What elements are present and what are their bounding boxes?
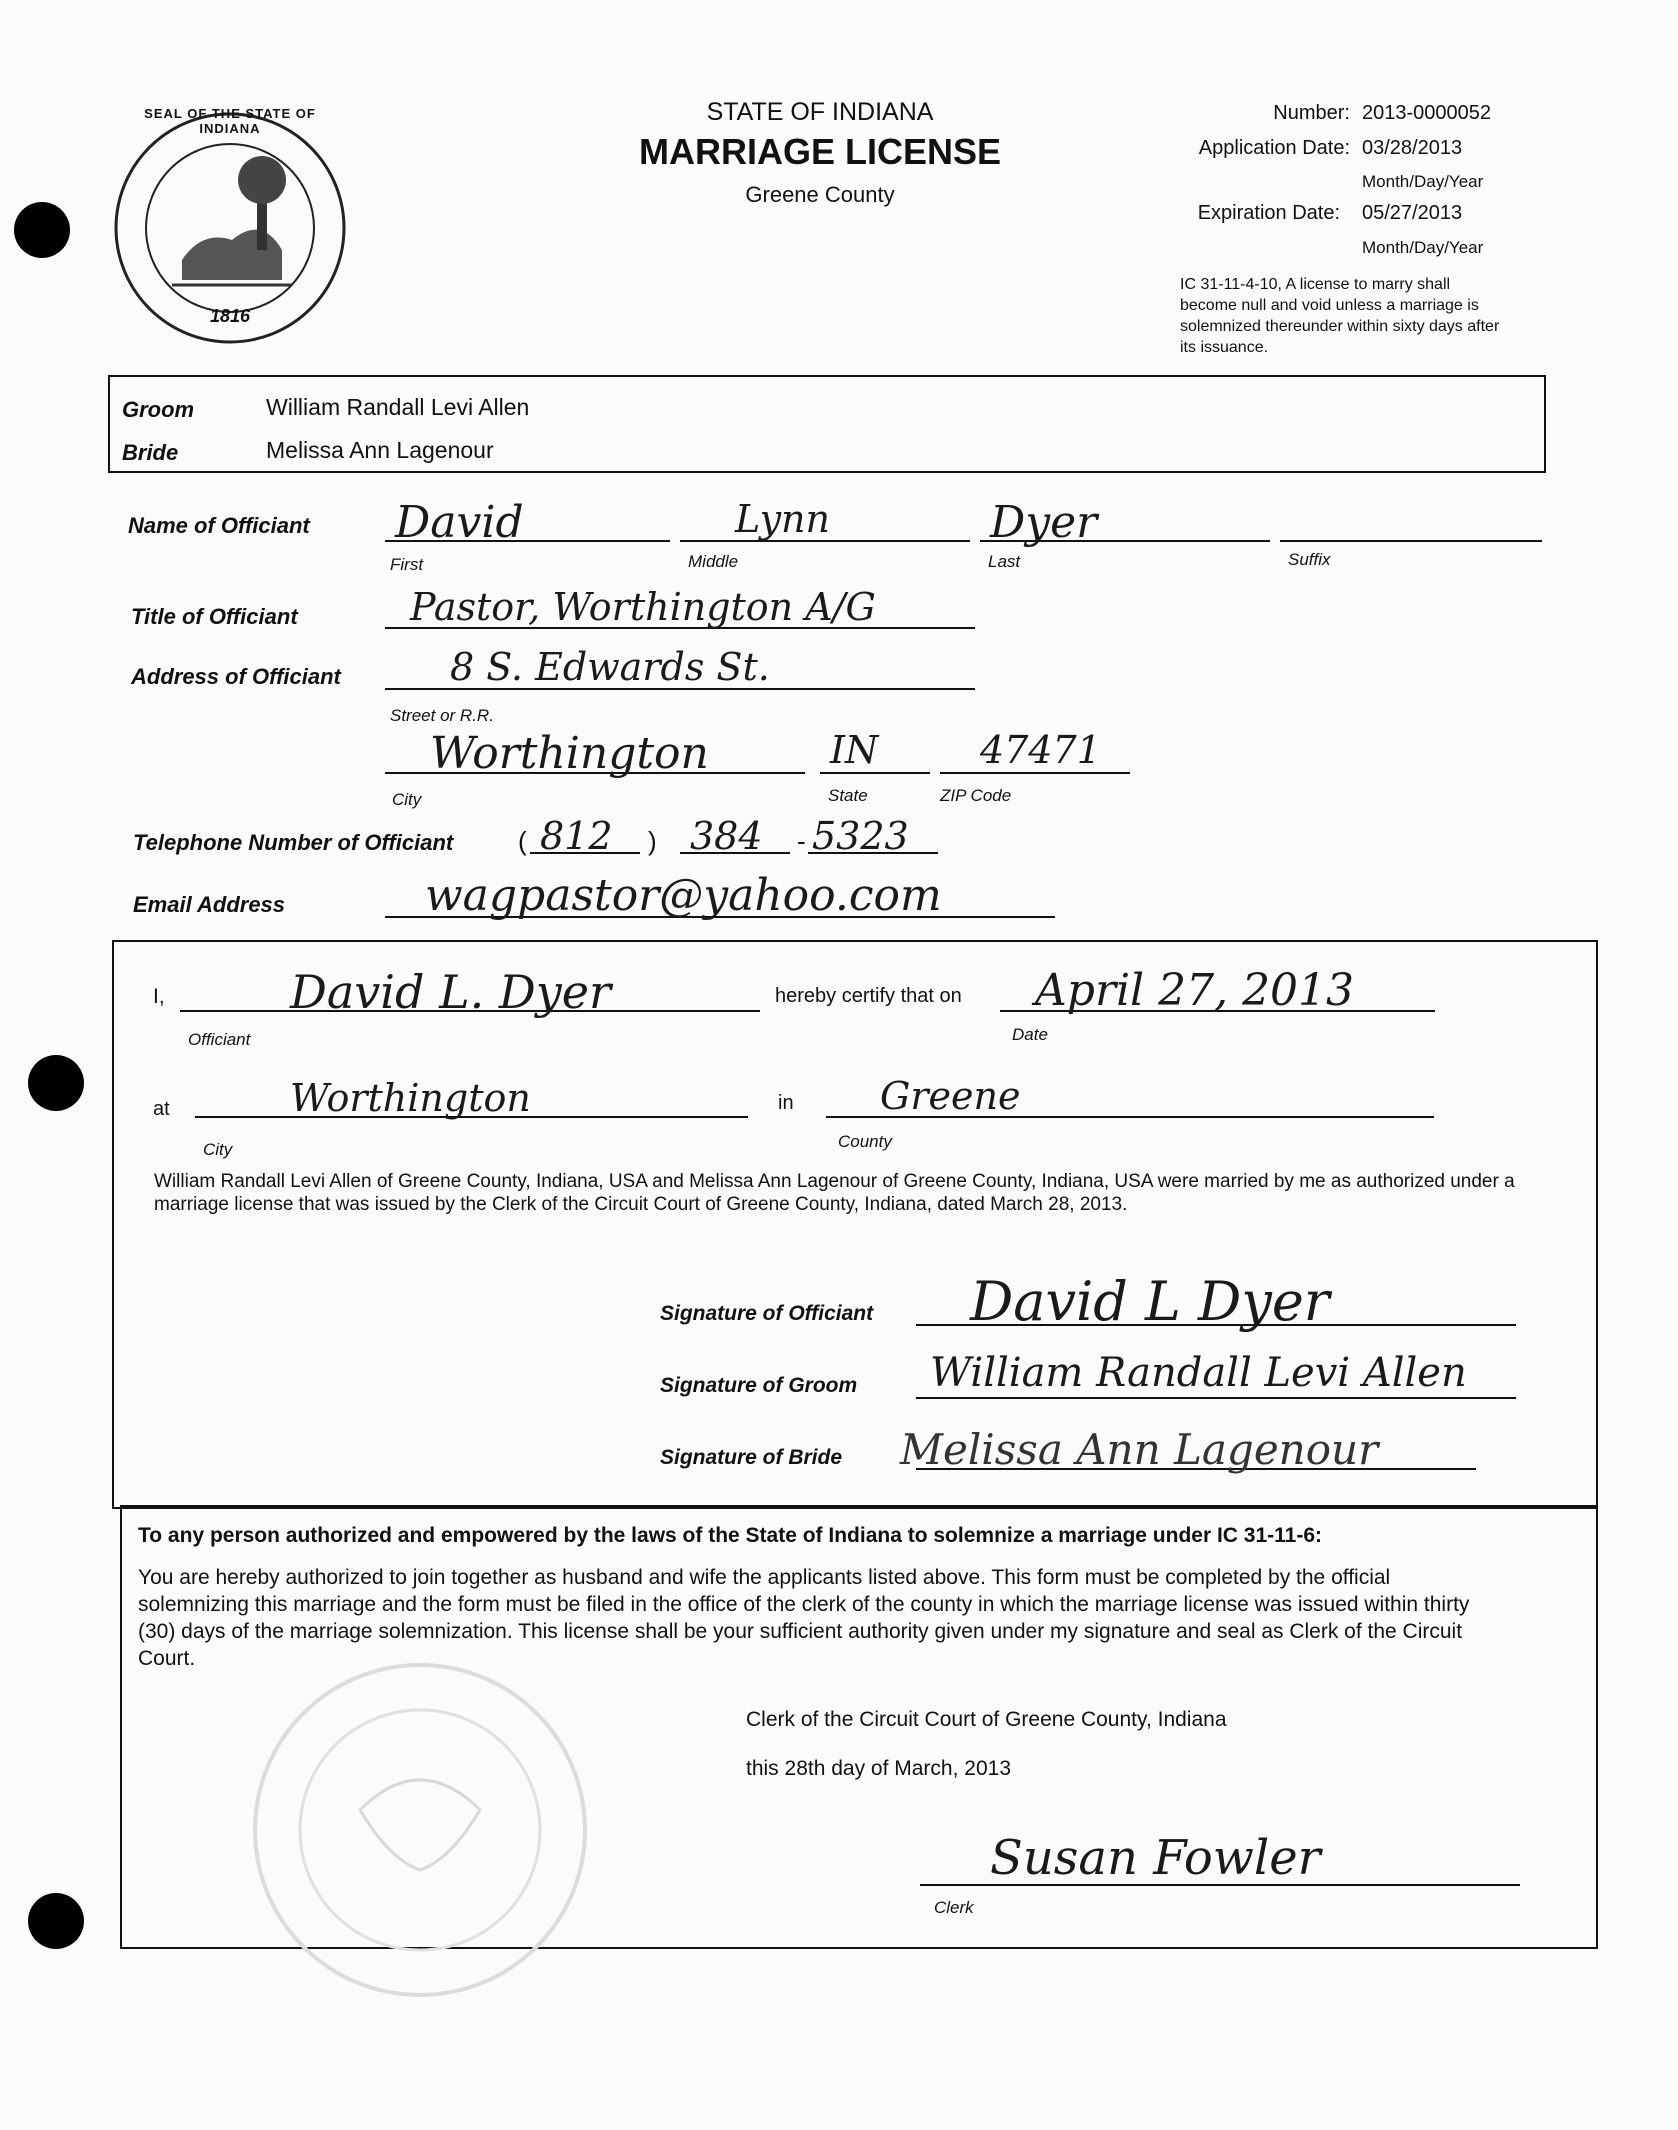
officiant-city: Worthington (430, 728, 709, 779)
clerk-line-2: this 28th day of March, 2013 (746, 1757, 1011, 1780)
exp-date-format: Month/Day/Year (1362, 238, 1484, 257)
punch-hole-top (14, 202, 70, 258)
groom-name: William Randall Levi Allen (266, 394, 530, 420)
state-title: STATE OF INDIANA (706, 98, 934, 126)
groom-signature: William Randall Levi Allen (930, 1350, 1467, 1396)
suffix-line (1280, 540, 1542, 542)
date-caption: Date (1012, 1025, 1048, 1044)
app-date-format: Month/Day/Year (1362, 172, 1484, 191)
street-caption: Street or R.R. (390, 706, 494, 725)
certify-date: April 27, 2013 (1035, 965, 1355, 1016)
certification-box (112, 940, 1598, 1509)
exp-date: 05/27/2013 (1362, 202, 1463, 224)
officiant-street: 8 S. Edwards St. (450, 645, 770, 689)
phone-label: Telephone Number of Officiant (133, 830, 454, 855)
officiant-first-name: David (395, 497, 524, 548)
officiant-signature: David L Dyer (970, 1270, 1330, 1333)
officiant-last-name: Dyer (990, 497, 1098, 548)
ceremony-county: Greene (880, 1074, 1021, 1118)
middle-caption: Middle (688, 552, 739, 571)
ic-note: IC 31-11-4-10, A license to marry shall become null and void unless a marriage is solemnized thereunder within sixty days after its issuance. (1180, 276, 1500, 356)
bride-name: Melissa Ann Lagenour (266, 437, 494, 463)
county-caption: County (838, 1132, 892, 1151)
phone-open-paren: ( (518, 826, 527, 856)
officiant-middle-name: Lynn (735, 497, 830, 541)
hereby-text: hereby certify that on (775, 985, 962, 1007)
phone-dash: - (797, 826, 806, 856)
phone-area: 812 (540, 814, 613, 858)
suffix-caption: Suffix (1288, 550, 1331, 569)
seal-year: 1816 (209, 306, 251, 326)
last-caption: Last (988, 552, 1021, 571)
phone-middle: 384 (690, 814, 763, 858)
officiant-state: IN (830, 728, 879, 772)
certify-officiant-signature: David L. Dyer (290, 965, 611, 1019)
officiant-title-label: Title of Officiant (131, 604, 298, 629)
state-line (820, 772, 930, 774)
city-caption: City (392, 790, 422, 809)
phone-end: 5323 (812, 814, 909, 858)
officiant-title: Pastor, Worthington A/G (410, 585, 876, 629)
bride-label: Bride (122, 440, 179, 465)
phone-close-paren: ) (648, 826, 657, 856)
county-title: Greene County (745, 182, 895, 207)
ceremony-city: Worthington (290, 1076, 531, 1120)
first-caption: First (390, 555, 424, 574)
officiant-address-label: Address of Officiant (131, 664, 341, 689)
officiant-caption: Officiant (188, 1030, 251, 1049)
officiant-zip: 47471 (980, 728, 1101, 772)
state-caption: State (828, 786, 868, 805)
authority-body: You are hereby authorized to join together as husband and wife the applicants listed above. This form must be completed by the official solemnizing this marriage and the form must be filed in the office of the clerk of the county in which the marriage license was issued within thirty (30) days of the marriage solemnization. This license shall be your sufficient authority given under my signature and seal as Clerk of the Circuit Court. (138, 1566, 1470, 1670)
clerk-caption: Clerk (934, 1898, 974, 1917)
in-text: in (778, 1092, 794, 1114)
seal-text: SEAL OF THE STATE OF INDIANA (144, 106, 316, 136)
app-date-label: Application Date: (1198, 137, 1350, 159)
clerk-line-1: Clerk of the Circuit Court of Greene County, Indiana (746, 1708, 1227, 1731)
sig-groom-line (916, 1397, 1516, 1399)
sig-groom-label: Signature of Groom (660, 1374, 858, 1397)
punch-hole-middle (28, 1055, 84, 1111)
punch-hole-bottom (28, 1893, 84, 1949)
license-title: MARRIAGE LICENSE (638, 131, 1002, 172)
bride-signature: Melissa Ann Lagenour (900, 1425, 1379, 1474)
officiant-name-label: Name of Officiant (128, 513, 310, 538)
at-text: at (153, 1098, 170, 1120)
authority-heading: To any person authorized and empowered by the laws of the State of Indiana to solemnize a marriage under IC 31-11-6: (138, 1524, 1323, 1547)
zip-line (940, 772, 1130, 774)
exp-date-label: Expiration Date: (1197, 202, 1340, 224)
certify-i: I, (153, 985, 165, 1008)
groom-label: Groom (122, 397, 195, 422)
marriage-statement: William Randall Levi Allen of Greene County, Indiana, USA and Melissa Ann Lagenour of Greene County, Indiana, USA were married by me as authorized under a marriage license that was issued by the Clerk of the Circuit Court of Greene County, Indiana, dated March 28, 2013. (154, 1171, 1515, 1215)
court-seal (250, 1660, 590, 2000)
zip-caption: ZIP Code (940, 786, 1012, 805)
clerk-signature: Susan Fowler (990, 1830, 1321, 1886)
number-label: Number: (1273, 102, 1350, 124)
officiant-email: wagpastor@yahoo.com (425, 870, 942, 921)
sig-officiant-label: Signature of Officiant (660, 1302, 874, 1325)
license-number: 2013-0000052 (1362, 102, 1492, 124)
state-seal (112, 106, 348, 346)
sig-bride-label: Signature of Bride (660, 1446, 843, 1469)
email-label: Email Address (133, 892, 286, 917)
ceremony-city-caption: City (203, 1140, 233, 1159)
app-date: 03/28/2013 (1362, 137, 1463, 159)
